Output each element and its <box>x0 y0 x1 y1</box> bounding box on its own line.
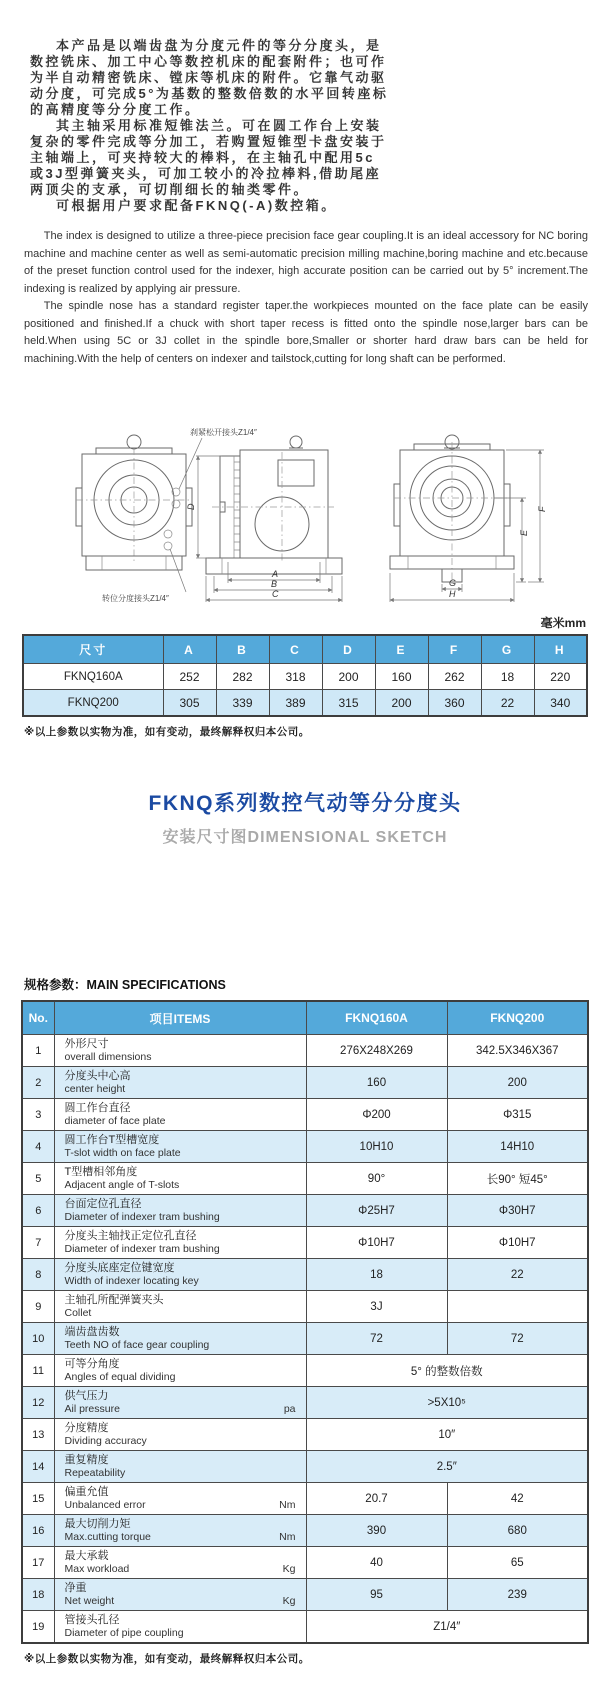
dim-label-d: D <box>186 503 196 510</box>
spec-row <box>22 1291 588 1323</box>
spec-item-en: Net weight <box>64 1595 115 1607</box>
spec-item-cn: T型槽相邻角度 <box>64 1166 138 1178</box>
spec-item-unit: pa <box>283 1403 296 1415</box>
spec-item-cn: 分度头底座定位键宽度 <box>64 1262 175 1274</box>
spec-item <box>54 1291 306 1323</box>
dim-header-row <box>23 635 587 664</box>
spec-item-en: T-slot width on face plate <box>64 1147 181 1159</box>
dim-label-g: G <box>449 578 457 588</box>
spec-item-en-row <box>65 1179 298 1192</box>
intro-english <box>24 228 588 368</box>
specifications-table <box>21 1000 589 1644</box>
spec-item <box>54 1195 306 1227</box>
spec-item-cn: 外形尺寸 <box>64 1038 109 1050</box>
spec-item-cn: 端齿盘齿数 <box>64 1326 120 1338</box>
spec-header-row <box>22 1001 588 1035</box>
spec-item-en-row <box>65 1339 298 1352</box>
spec-value: 42 <box>447 1483 588 1515</box>
spec-item-en-row <box>65 1627 298 1640</box>
spec-no: 11 <box>22 1355 54 1387</box>
dim-value: 160 <box>375 664 428 690</box>
spec-col-header: FKNQ200 <box>447 1001 588 1035</box>
spec-value: 长90° 短45° <box>447 1163 588 1195</box>
dim-label-b: B <box>271 579 278 589</box>
intro-chinese <box>30 38 390 214</box>
spec-value: Φ10H7 <box>306 1227 447 1259</box>
spec-item-cn: 分度精度 <box>64 1422 109 1434</box>
spec-item-cn: 主轴孔所配弹簧夹头 <box>64 1294 164 1306</box>
spec-row <box>22 1099 588 1131</box>
spec-item <box>54 1547 306 1579</box>
intro-en-paragraph: The spindle nose has a standard register taper.the workpieces mounted on the face plate can be easily positioned and finished.If a chuck with short taper recess is fitted onto the spindle nose,larger bars can be held.When using 5C or 3J collet in the spindle bore,Smaller or shorter hard draw bars can be held for machining.With the help of centers on indexer and tailstock,cutting for long shaft can be performed. <box>24 300 588 365</box>
spec-value: 276X248X269 <box>306 1035 447 1067</box>
spec-item <box>54 1163 306 1195</box>
spec-item-en: Max.cutting torque <box>64 1531 151 1543</box>
spec-item-en: Adjacent angle of T-slots <box>64 1179 180 1191</box>
spec-no: 3 <box>22 1099 54 1131</box>
spec-value-span: 5° 的整数倍数 <box>306 1355 588 1387</box>
spec-row <box>22 1515 588 1547</box>
spec-item-cn: 圆工作台T型槽宽度 <box>64 1134 160 1146</box>
spec-item-en: Diameter of indexer tram bushing <box>64 1211 220 1223</box>
spec-col-header: 项目ITEMS <box>54 1001 306 1035</box>
spec-row <box>22 1163 588 1195</box>
front-view <box>76 427 257 602</box>
spec-no: 13 <box>22 1419 54 1451</box>
dim-col-header: D <box>322 635 375 664</box>
callout-clamp-release-label: 刹紧松开接头Z1/4″ <box>190 428 257 437</box>
spec-no: 18 <box>22 1579 54 1611</box>
dimension-table <box>22 634 588 717</box>
spec-item <box>54 1323 306 1355</box>
spec-row <box>22 1035 588 1067</box>
spec-no: 2 <box>22 1067 54 1099</box>
spec-value: 390 <box>306 1515 447 1547</box>
spec-row <box>22 1547 588 1579</box>
spec-item-en: Ail pressure <box>64 1403 120 1415</box>
dim-model: FKNQ200 <box>23 690 163 717</box>
spec-item <box>54 1419 306 1451</box>
spec-no: 16 <box>22 1515 54 1547</box>
spec-item-cn: 可等分角度 <box>64 1358 120 1370</box>
unit-label: 毫米mm <box>540 616 586 630</box>
spec-row <box>22 1355 588 1387</box>
spec-no: 19 <box>22 1611 54 1644</box>
dim-label-a: A <box>272 569 279 579</box>
spec-value: 239 <box>447 1579 588 1611</box>
spec-value: 200 <box>447 1067 588 1099</box>
spec-item-cn: 圆工作台直径 <box>64 1102 131 1114</box>
spec-value-span: 10″ <box>306 1419 588 1451</box>
intro-cn-paragraph: 其主轴采用标准短锥法兰。可在圆工作台上安装复杂的零件完成等分加工，若购置短锥型卡盘安装于主轴端上，可夹持较大的棒料，在主轴孔中配用5c或3J型弹簧夹头，可加工较小的冷拉棒料,借助尾座两顶尖的支承，可切削细长的轴类零件。 <box>30 118 387 197</box>
dim-row <box>23 664 587 690</box>
spec-item-en: Width of indexer locating key <box>64 1275 199 1287</box>
spec-value: Φ10H7 <box>447 1227 588 1259</box>
spec-no: 6 <box>22 1195 54 1227</box>
spec-item-en-row <box>65 1467 298 1480</box>
spec-item <box>54 1579 306 1611</box>
technical-drawing-svg <box>22 390 588 602</box>
spec-item-en-row <box>65 1563 298 1576</box>
spec-row <box>22 1131 588 1163</box>
spec-value: 65 <box>447 1547 588 1579</box>
spec-item-en: Dividing accuracy <box>64 1435 147 1447</box>
dimensional-sketch <box>22 390 588 602</box>
spec-item <box>54 1355 306 1387</box>
spec-item-en-row <box>65 1051 298 1064</box>
spec-item <box>54 1451 306 1483</box>
spec-item-cn: 分度头中心高 <box>64 1070 131 1082</box>
spec-item-cn: 偏重允值 <box>64 1486 109 1498</box>
spec-no: 7 <box>22 1227 54 1259</box>
intro-en-paragraph: The index is designed to utilize a three-piece precision face gear coupling.It is an ideal accessory for NC boring machine and machine center as well as semi-automatic precision milling machine,boring machine and etc.because of the preset function control used for the indexer, high accurate position can be carried out by 5° increment.The indexing is realized by applying air pressure. <box>24 230 588 295</box>
spec-item-cn: 最大承载 <box>64 1550 109 1562</box>
spec-item-cn: 重复精度 <box>64 1454 109 1466</box>
spec-value <box>447 1291 588 1323</box>
dim-label-h: H <box>449 589 456 599</box>
spec-value: 18 <box>306 1259 447 1291</box>
spec-no: 17 <box>22 1547 54 1579</box>
spec-value-span: 2.5″ <box>306 1451 588 1483</box>
spec-row <box>22 1259 588 1291</box>
dim-col-header: F <box>428 635 481 664</box>
spec-item <box>54 1067 306 1099</box>
spec-item-cn: 台面定位孔直径 <box>64 1198 142 1210</box>
spec-value: Φ315 <box>447 1099 588 1131</box>
dim-value: 315 <box>322 690 375 717</box>
spec-row <box>22 1323 588 1355</box>
air-port-icon <box>164 542 172 550</box>
dim-value: 252 <box>163 664 216 690</box>
spec-item-en: Unbalanced error <box>64 1499 146 1511</box>
dim-model: FKNQ160A <box>23 664 163 690</box>
spec-item-en-row <box>65 1211 298 1224</box>
spec-col-header: No. <box>22 1001 54 1035</box>
spec-item-unit: Nm <box>279 1531 296 1543</box>
spec-value-span: Z1/4″ <box>306 1611 588 1644</box>
rear-view <box>390 435 547 602</box>
spec-row <box>22 1195 588 1227</box>
spec-item-cn: 供气压力 <box>64 1390 109 1402</box>
spec-item <box>54 1099 306 1131</box>
spec-item-cn: 净重 <box>64 1582 87 1594</box>
spec-no: 9 <box>22 1291 54 1323</box>
dim-col-header: C <box>269 635 322 664</box>
dim-value: 339 <box>216 690 269 717</box>
dim-value: 200 <box>375 690 428 717</box>
spec-item-en-row <box>65 1371 298 1384</box>
intro-cn-paragraph: 可根据用户要求配备FKNQ(-A)数控箱。 <box>56 198 337 213</box>
spec-no: 12 <box>22 1387 54 1419</box>
disclaimer-note: ※以上参数以实物为准，如有变动，最终解释权归本公司。 <box>24 726 310 738</box>
spec-value: Φ30H7 <box>447 1195 588 1227</box>
spec-no: 5 <box>22 1163 54 1195</box>
spec-item <box>54 1387 306 1419</box>
spec-row <box>22 1611 588 1644</box>
dim-label-f: F <box>537 506 547 512</box>
spec-value: Φ200 <box>306 1099 447 1131</box>
spec-item-cn: 最大切削力矩 <box>64 1518 131 1530</box>
callout-indexing-label: 转位分度接头Z1/4″ <box>102 594 169 602</box>
spec-item-unit: Nm <box>279 1499 296 1511</box>
spec-item-unit: Kg <box>282 1595 296 1607</box>
dim-value: 200 <box>322 664 375 690</box>
spec-item-en-row <box>65 1403 298 1416</box>
spec-item <box>54 1227 306 1259</box>
dim-col-header: E <box>375 635 428 664</box>
dim-col-header: 尺寸 <box>23 635 163 664</box>
dim-value: 340 <box>534 690 587 717</box>
spec-item-en: Angles of equal dividing <box>64 1371 176 1383</box>
air-port-icon <box>164 530 172 538</box>
dim-value: 389 <box>269 690 322 717</box>
spec-no: 10 <box>22 1323 54 1355</box>
dim-value: 262 <box>428 664 481 690</box>
dim-col-header: A <box>163 635 216 664</box>
spec-no: 15 <box>22 1483 54 1515</box>
dim-col-header: H <box>534 635 587 664</box>
spec-col-header: FKNQ160A <box>306 1001 447 1035</box>
spec-item-en-row <box>65 1435 298 1448</box>
spec-item-en-row <box>65 1275 298 1288</box>
spec-item-en-row <box>65 1083 298 1096</box>
air-port-icon <box>172 500 180 508</box>
dim-label-c: C <box>272 589 279 599</box>
spec-item-cn: 分度头主轴找正定位孔直径 <box>64 1230 197 1242</box>
spec-item-en: Diameter of indexer tram bushing <box>64 1243 220 1255</box>
spec-row <box>22 1451 588 1483</box>
dim-value: 282 <box>216 664 269 690</box>
spec-value: 72 <box>306 1323 447 1355</box>
spec-value: 90° <box>306 1163 447 1195</box>
dim-value: 318 <box>269 664 322 690</box>
page-subtitle: 安装尺寸图DIMENSIONAL SKETCH <box>162 829 448 846</box>
spec-value: 14H10 <box>447 1131 588 1163</box>
spec-item-en-row <box>65 1115 298 1128</box>
spec-item-en: center height <box>64 1083 126 1095</box>
spec-item-en: Teeth NO of face gear coupling <box>64 1339 210 1351</box>
spec-value: 3J <box>306 1291 447 1323</box>
spec-value: 72 <box>447 1323 588 1355</box>
dim-col-header: G <box>481 635 534 664</box>
spec-value: 680 <box>447 1515 588 1547</box>
disclaimer-note-bottom: ※以上参数以实物为准，如有变动，最终解释权归本公司。 <box>24 1653 310 1665</box>
spec-item <box>54 1035 306 1067</box>
spec-item-en: Repeatability <box>64 1467 126 1479</box>
specs-section-label: 规格参数：MAIN SPECIFICATIONS <box>24 978 226 992</box>
spec-item <box>54 1611 306 1644</box>
spec-item-en: diameter of face plate <box>64 1115 166 1127</box>
spec-row <box>22 1483 588 1515</box>
spec-row <box>22 1067 588 1099</box>
spec-no: 4 <box>22 1131 54 1163</box>
spec-item <box>54 1131 306 1163</box>
dim-value: 360 <box>428 690 481 717</box>
spec-value: 95 <box>306 1579 447 1611</box>
spec-value: Φ25H7 <box>306 1195 447 1227</box>
spec-item-en-row <box>65 1595 298 1608</box>
dim-row <box>23 690 587 717</box>
spec-value: 342.5X346X367 <box>447 1035 588 1067</box>
spec-item-en-row <box>65 1499 298 1512</box>
spec-item-en: Collet <box>64 1307 92 1319</box>
spec-item-en-row <box>65 1531 298 1544</box>
spec-row <box>22 1387 588 1419</box>
spec-row <box>22 1579 588 1611</box>
side-view <box>186 436 342 602</box>
spec-item-en: Diameter of pipe coupling <box>64 1627 184 1639</box>
spec-no: 1 <box>22 1035 54 1067</box>
spec-row <box>22 1419 588 1451</box>
dim-value: 18 <box>481 664 534 690</box>
spec-value: 10H10 <box>306 1131 447 1163</box>
dim-col-header: B <box>216 635 269 664</box>
spec-item-en-row <box>65 1147 298 1160</box>
dim-value: 220 <box>534 664 587 690</box>
spec-value: 160 <box>306 1067 447 1099</box>
spec-value-span: >5X10⁵ <box>306 1387 588 1419</box>
spec-value: 40 <box>306 1547 447 1579</box>
dim-value: 305 <box>163 690 216 717</box>
intro-cn-paragraph: 本产品是以端齿盘为分度元件的等分分度头，是数控铣床、加工中心等数控机床的配套附件；也可作为半自动精密铣床、镗床等机床的附件。它靠气动驱动分度，可完成5°为基数的整数倍数的水平回转座标的高精度等分分度工作。 <box>30 38 389 117</box>
spec-item <box>54 1515 306 1547</box>
spec-item <box>54 1259 306 1291</box>
spec-item-en-row <box>65 1307 298 1320</box>
spec-value: 20.7 <box>306 1483 447 1515</box>
dim-value: 22 <box>481 690 534 717</box>
spec-item-en: Max workload <box>64 1563 130 1575</box>
spec-row <box>22 1227 588 1259</box>
dim-label-e: E <box>519 529 529 536</box>
spec-no: 8 <box>22 1259 54 1291</box>
spec-item-cn: 管接头孔径 <box>64 1614 120 1626</box>
spec-item-en-row <box>65 1243 298 1256</box>
spec-value: 22 <box>447 1259 588 1291</box>
spec-item-en: overall dimensions <box>64 1051 152 1063</box>
spec-item <box>54 1483 306 1515</box>
page-title: FKNQ系列数控气动等分分度头 <box>148 792 462 815</box>
spec-item-unit: Kg <box>282 1563 296 1575</box>
spec-no: 14 <box>22 1451 54 1483</box>
